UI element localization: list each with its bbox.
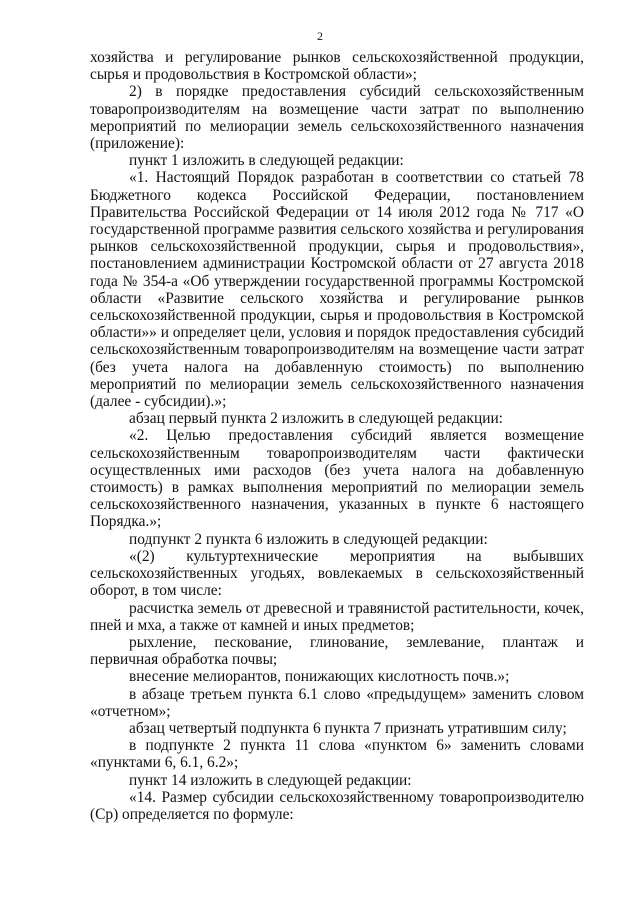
paragraph-clause-7-repeal: абзац четвертый подпункта 6 пункта 7 признать утратившим силу; (129, 719, 567, 737)
paragraph-subclause-6-2-intro: подпункт 2 пункта 6 изложить в следующей редакции: (129, 530, 488, 548)
paragraph-item-2: 2) в порядке предоставления субсидий сельскохозяйственным товаропроизводителям на возмещение части затрат по выполнению мероприятий по мелиорации земель сельскохозяйственного назначения (приложение): (90, 83, 584, 153)
paragraph-continuation: хозяйства и регулирование рынков сельскохозяйственной продукции, сырья и продовольствия в Костромской области»; (90, 49, 584, 84)
paragraph-list-loosening: рыхление, пескование, глинование, землевание, плантаж и первичная обработка почвы; (90, 633, 584, 669)
paragraph-clause-1-intro: пункт 1 изложить в следующей редакции: (129, 152, 404, 170)
paragraph-clause-1-text: «1. Настоящий Порядок разработан в соответствии со статьей 78 Бюджетного кодекса Российской Федерации, постановлением Правительства Российской Федерации от 14 июля 2012 года № 717 «О государственной программе развития сельского хозяйства и регулирования рынков сельскохозяйственной продукции, сырья и продовольствия», постановлением администрации Костромской области от 27 августа 2018 года № 354-а «Об утверждении государственной программы Костромской области «Развитие сельского хозяйства и регулирование рынков сельскохозяйственной продукции, сырья и продовольствия в Костромской области»» и определяет цели, условия и порядок предоставления субсидий сельскохозяйственным товаропроизводителям на возмещение части затрат (без учета налога на добавленную стоимость) по выполнению мероприятий по мелиорации земель сельскохозяйственного назначения (далее - субсидии).»; (90, 169, 584, 411)
paragraph-list-ameliorants: внесение мелиорантов, понижающих кислотность почв.»; (129, 668, 510, 686)
paragraph-clause-11-change: в подпункте 2 пункта 11 слова «пунктом 6» заменить словами «пунктами 6, 6.1, 6.2»; (90, 737, 584, 772)
paragraph-clause-14-intro: пункт 14 изложить в следующей редакции: (129, 771, 412, 789)
paragraph-clause-2-text: «2. Целью предоставления субсидий является возмещение сельскохозяйственным товаропроизводителям части фактически осуществленных ими расходов (без учета налога на добавленную стоимость) в рамках выполнения мероприятий по мелиорации земель сельскохозяйственного назначения, указанных в пункте 6 настоящего Порядка.»; (90, 427, 584, 531)
paragraph-clause-6-1-change: в абзаце третьем пункта 6.1 слово «предыдущем» заменить словом «отчетном»; (90, 685, 584, 720)
paragraph-list-clearing: расчистка земель от древесной и травянистой растительности, кочек, пней и мха, а также от камней и иных предметов; (90, 599, 584, 634)
paragraph-clause-2-intro: абзац первый пункта 2 изложить в следующей редакции: (129, 410, 503, 428)
paragraph-clause-14-text: «14. Размер субсидии сельскохозяйственному товаропроизводителю (Ср) определяется по формуле: (90, 788, 584, 823)
page-number: 2 (317, 29, 323, 43)
document-body (90, 49, 584, 823)
paragraph-subclause-6-2-text: «(2) культуртехнические мероприятия на выбывших сельскохозяйственных угодьях, вовлекаемых в сельскохозяйственный оборот, в том числе: (90, 547, 584, 600)
